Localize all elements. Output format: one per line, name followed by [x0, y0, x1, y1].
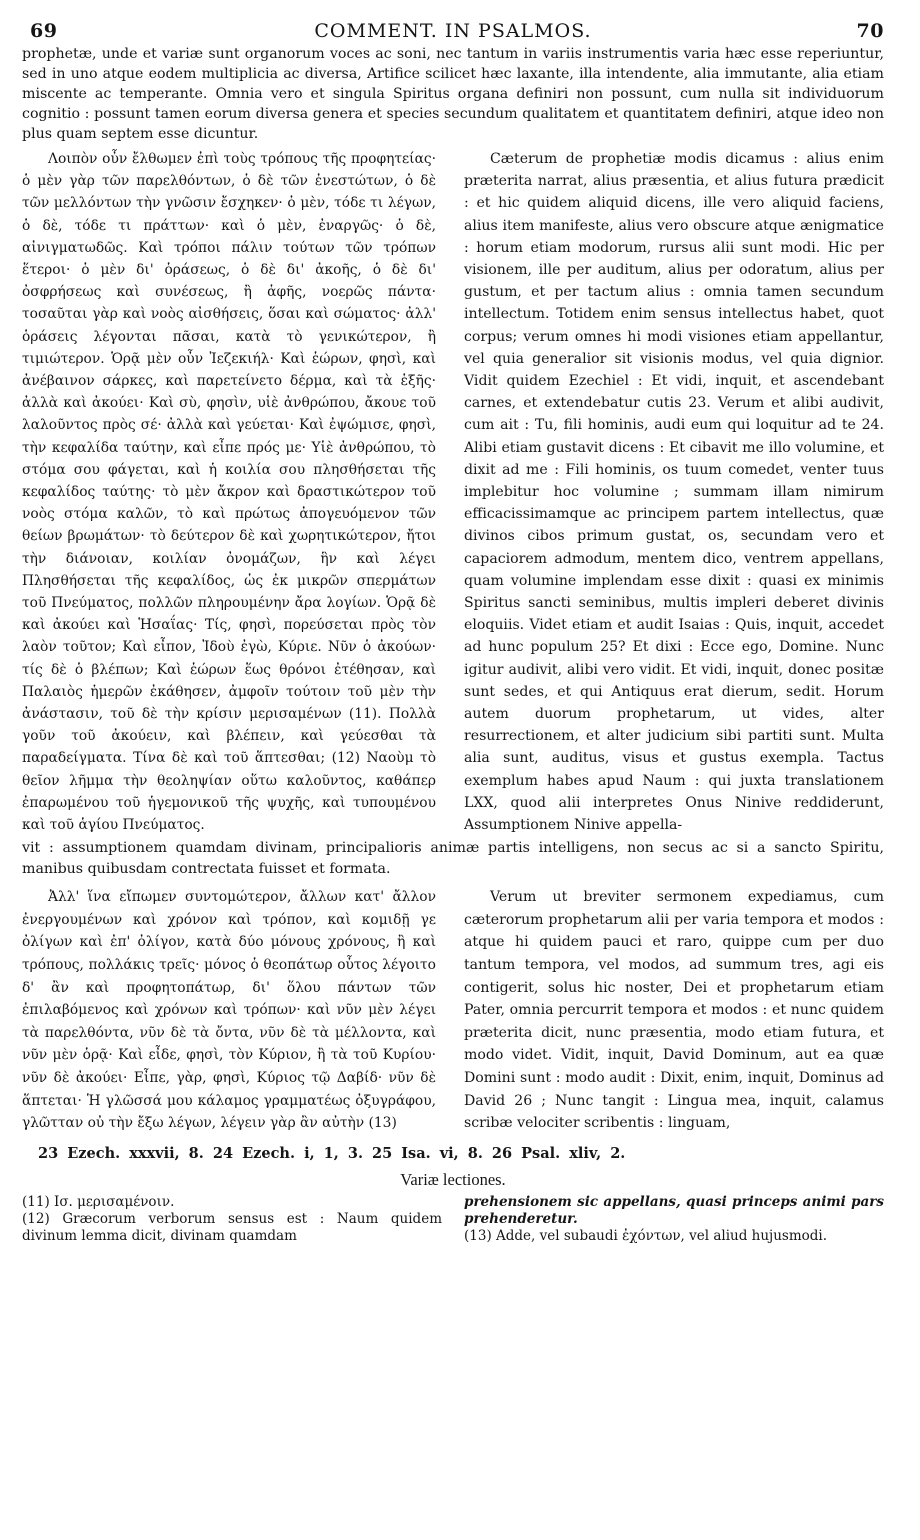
full-width-continuation	[22, 838, 884, 880]
page-number-right: 70	[856, 20, 884, 42]
running-header	[22, 14, 884, 44]
variae-right-column	[464, 1194, 884, 1245]
latin-continuation: vit : assumptionem quamdam divinam, principalioris animæ partis intelligens, non secus ac si a sancto Spiritu, manibus quibusdam contrectata fuisset et formata.	[22, 840, 884, 878]
variant-note-13: (13) Adde, vel subaudi ἐχόντων, vel aliud hujusmodi.	[464, 1227, 828, 1244]
latin-paragraph-1: Cæterum de prophetiæ modis dicamus : alius enim præterita narrat, alius præsentia, et alius futura prædicit : et hic quidem aliquid dicens, ille vero aliquid faciens, alius item manifeste, alius vero obscure atque ænigmatice : horum etiam modorum, rursus alii sunt modi. Hic per visionem, ille per auditum, alius per odoratum, alius per gustum, et per tactum alius : omnia tamen secundum intellectum. Totidem enim sensus intellectus habet, quot corpus; verum omnes hi modi visiones etiam appellantur, vel quia generalior sit visionis modus, vel quia dignior. Vidit quidem Ezechiel : Et vidi, inquit, et ascendebant carnes, et extendebatur cutis 23. Verum et alibi audivit, cum ait : Tu, fili hominis, audi eum qui loquitur ad te 24. Alibi etiam gustavit dicens : Et cibavit me illo volumine, et dixit ad me : Fili hominis, os tuum comedet, venter tuus implebitur hoc volumine ; summam illam nimirum efficacissimamque ac principem partem intellectus, quæ divinos cibos primum gustat, os, secundam vero et capaciorem admodum, mentem dico, ventrem appellans, quam volumine implendam esse dixit : quasi ex minimis Spiritus sancti seminibus, multis impleri deberet divinis eloquiis. Videt etiam et audit Isaias : Quis, inquit, accedet ad hunc populum 25? Et dixi : Ecce ego, Domine. Nunc igitur audivit, alibi vero vidit. Et vidi, inquit, donec positæ sunt sedes, et qui Antiquus erat dierum, sedit. Horum autem duorum prophetarum, ut vides, alter resurrectionem, et alter judicium sibi partiti sunt. Multa alia sunt, auditus, visus et gustus exempla. Tactus exemplum habes apud Naum : qui juxta translationem LXX, quod alii interpretes Onus Ninive reddiderunt, Assumptionem Ninive appella-	[464, 151, 884, 834]
page-number-left: 69	[30, 20, 58, 42]
variae-left-column	[22, 1194, 442, 1245]
intro-paragraph: prophetæ, unde et variæ sunt organorum voces ac soni, nec tantum in variis instrumentis varia hæc esse reperiuntur, sed in uno atque eodem multiplicia ac diversa, Artifice scilicet hæc laxante, illa intendente, alia immutante, alia etiam miscente ac temperante. Omnia vero et singula Spiritus organa definiri non possunt, cum nulla sit individuorum cognitio : possunt tamen eorum diversa genera et species secundum qualitatem et quantitatem definiri, atque ideo non plus quam septem esse dicuntur.	[22, 46, 884, 142]
greek-paragraph-1: Λοιπὸν οὖν ἔλθωμεν ἐπὶ τοὺς τρόπους τῆς προφητείας· ὁ μὲν γὰρ τῶν παρελθόντων, ὁ δὲ τῶν ἐνεστώτων, ὁ δὲ τῶν μελλόντων τὴν γνῶσιν ἔσχηκεν· ὁ μὲν, τόδε τι λέγων, ὁ δὲ, τόδε τι πράττων· καὶ ὁ μὲν, ἐναργῶς· ὁ δὲ, αἰνιγματωδῶς. Καὶ τρόποι πάλιν τούτων τῶν τρόπων ἕτεροι· ὁ μὲν δι' ὁράσεως, ὁ δὲ δι' ἀκοῆς, ὁ δὲ δι' ὀσφρήσεως καὶ συνέσεως, ἢ ἁφῆς, νοερῶς πάντα· τοσαῦται γὰρ καὶ νοὸς αἰσθήσεις, ὅσαι καὶ σώματος· ἀλλ' ὁράσεις λέγονται πᾶσαι, κατὰ τὸ γενικώτερον, ἢ τιμιώτερον. Ὁρᾷ μὲν οὖν Ἰεζεκιήλ· Καὶ ἑώρων, φησὶ, καὶ ἀνέβαινον σάρκες, καὶ παρετείνετο δέρμα, καὶ τὰ ἑξῆς· ἀλλὰ καὶ ἀκούει· Καὶ σὺ, φησὶν, υἱὲ ἀνθρώπου, ἄκουε τοῦ λαλοῦντος πρὸς σέ· ἀλλὰ καὶ γεύεται· Καὶ ἐψώμισε, φησὶ, τὴν κεφαλίδα ταύτην, καὶ εἶπε πρός με· Υἱὲ ἀνθρώπου, τὸ στόμα σου φάγεται, καὶ ἡ κοιλία σου πλησθήσεται τῆς κεφαλίδος ταύτης· τὸ μὲν ἄκρον καὶ δραστικώτερον τοῦ νοὸς στόμα καλῶν, τὸ καὶ πρώτως ἀπογευόμενον τῶν θείων βρωμάτων· τὸ δεύτερον δὲ καὶ χωρητικώτερον, ἤτοι τὴν διάνοιαν, κοιλίαν ὀνομάζων, ἣν καὶ λέγει Πλησθήσεται τῆς κεφαλίδος, ὡς ἐκ μικρῶν σπερμάτων τοῦ Πνεύματος, πολλῶν πληρουμένην ἄρα λογίων. Ὁρᾷ δὲ καὶ ἀκούει καὶ Ἡσαΐας· Τίς, φησὶ, πορεύσεται πρὸς τὸν λαὸν τοῦτον; Καὶ εἶπον, Ἰδοὺ ἐγὼ, Κύριε. Νῦν ὁ ἀκούων· τίς δὲ ὁ βλέπων; Καὶ ἑώρων ἕως θρόνοι ἐτέθησαν, καὶ Παλαιὸς ἡμερῶν ἐκάθησεν, ἀμφοῖν τούτοιν τοῦ μὲν τὴν ἀνάστασιν, τοῦ δὲ τὴν κρίσιν μερισαμένων (11). Πολλὰ γοῦν τοῦ ἀκούειν, καὶ βλέπειν, καὶ γεύεσθαι τὰ παραδείγματα. Τίνα δὲ καὶ τοῦ ἅπτεσθαι; (12) Ναοὺμ τὸ θεῖον λῆμμα τὴν θεοληψίαν οὕτω καλοῦντος, καθάπερ ἐπαρωμένου τοῦ ἡγεμονικοῦ τῆς ψυχῆς, καὶ τυπουμένου καὶ τοῦ ἁγίου Πνεύματος.	[22, 151, 436, 834]
variant-note-12: (12) Græcorum verborum sensus est : Naum quidem divinum lemma dicit, divinam quamdam	[22, 1210, 442, 1244]
latin-paragraph-2: Verum ut breviter sermonem expediamus, cum cæterorum prophetarum alii per varia tempora et modos : atque hi quidem pauci et raro, quippe cum per duo tantum tempora, vel modos, ad summum tres, agi eis contigerit, solus hic noster, Dei et prophetarum etiam Pater, omnia percurrit tempora et modos : et nunc quidem præterita dicit, nunc præsentia, modo etiam futura, et modo videt. Vidit, inquit, David Dominum, aut ea quæ Domini sunt : modo audit : Dixit, enim, inquit, Dominus ad David 26 ; Nunc tangit : Lingua mea, inquit, calamus scribæ velociter scribentis : linguam,	[464, 889, 884, 1132]
parallel-columns-2	[22, 886, 884, 1135]
parallel-columns-1	[22, 148, 884, 836]
greek-column-2	[22, 886, 436, 1135]
footnotes: 23 Ezech. xxxvii, 8. 24 Ezech. i, 1, 3. 25 Isa. vi, 8. 26 Psal. xliv, 2.	[38, 1144, 626, 1162]
variae-lectiones	[22, 1194, 884, 1245]
variant-note-11: (11) Ισ. μερισαμένοιν.	[22, 1193, 175, 1210]
greek-column-1	[22, 148, 436, 836]
latin-column-1	[464, 148, 884, 836]
latin-column-2	[464, 886, 884, 1135]
variae-lectiones-title: Variæ lectiones.	[400, 1169, 506, 1189]
variant-note-12-continued: prehensionem sic appellans, quasi princeps animi pars prehenderetur.	[464, 1193, 884, 1227]
greek-paragraph-2: Ἀλλ' ἵνα εἴπωμεν συντομώτερον, ἄλλων κατ' ἄλλον ἐνεργουμένων καὶ χρόνον καὶ τρόπον, καὶ κομιδῇ γε ὀλίγων καὶ ἐπ' ὀλίγον, κατὰ δύο μόνους χρόνους, ἢ καὶ τρόπους, πολλάκις τρεῖς· μόνος ὁ θεοπάτωρ οὗτος λέγοιτο δ' ἂν καὶ προφητοπάτωρ, δι' ὅλου πάντων τῶν ἐπιλαβόμενος καὶ χρόνων καὶ τρόπων· καὶ νῦν μὲν λέγει τὰ παρελθόντα, νῦν δὲ τὰ ὄντα, νῦν δὲ τὰ μέλλοντα, καὶ νῦν μὲν ὁρᾷ· Καὶ εἶδε, φησὶ, τὸν Κύριον, ἢ τὰ τοῦ Κυρίου· νῦν δὲ ἀκούει· Εἶπε, γὰρ, φησὶ, Κύριος τῷ Δαβίδ· νῦν δὲ ἅπτεται· Ἡ γλῶσσά μου κάλαμος γραμματέως ὀξυγράφου, γλῶτταν οὐ τὴν ἔξω λέγων, λέγειν γὰρ ἂν αὐτὴν (13)	[22, 889, 436, 1132]
running-title: COMMENT. IN PSALMOS.	[314, 20, 592, 42]
page	[22, 14, 884, 1245]
